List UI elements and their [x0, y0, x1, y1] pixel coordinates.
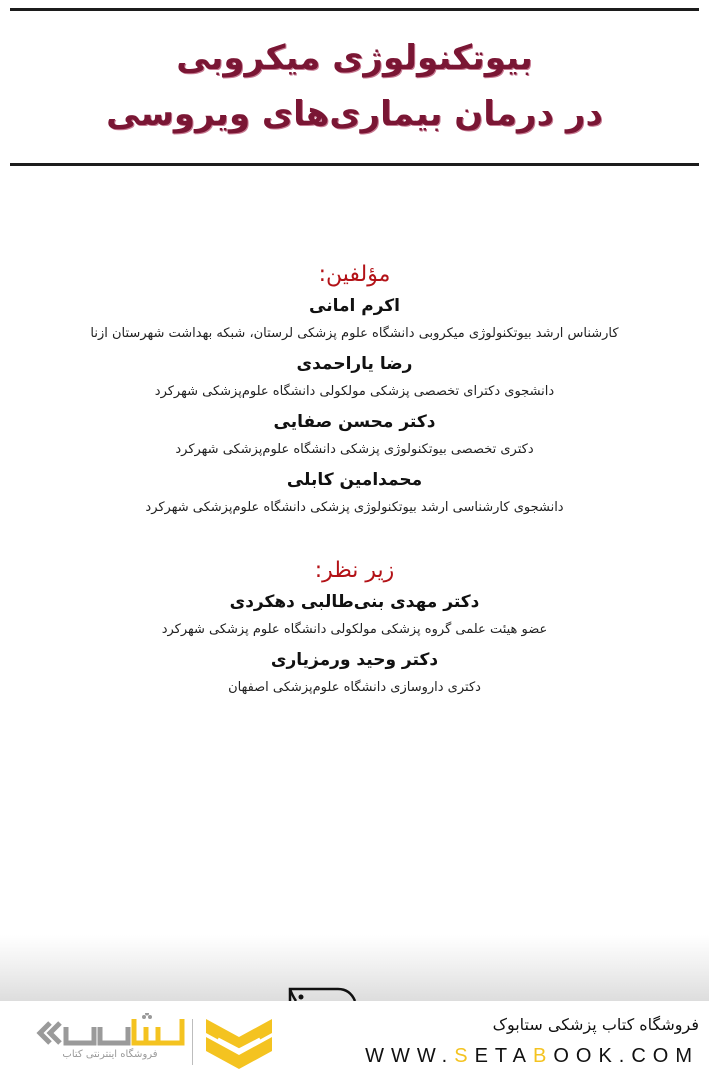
author-affiliation: دانشجوی دکترای تخصصی پزشکی مولکولی دانشگاه علوم‌پزشکی شهرکرد: [154, 384, 555, 399]
supervisor-affiliation: دکتری داروسازی دانشگاه علوم‌پزشکی اصفهان: [228, 680, 481, 695]
url-eta: ETA: [474, 1045, 533, 1067]
author-entry: [0, 466, 709, 524]
url-highlight-s: S: [454, 1045, 475, 1067]
supervisor-entry: [0, 646, 709, 704]
book-title-line-2: در درمان بیماری‌های ویروسی: [106, 94, 603, 134]
author-entry: [0, 408, 709, 466]
section-spacer: [0, 524, 709, 554]
bottom-rule: [10, 163, 699, 166]
store-name: فروشگاه کتاب پزشکی ستابوک: [492, 1015, 699, 1034]
supervisor-entry: [0, 588, 709, 646]
author-name: رضا یاراحمدی: [296, 354, 413, 374]
logo-wordmark-icon: [32, 1013, 192, 1049]
supervisors-heading: زیر نظر:: [314, 558, 395, 583]
credits: [0, 258, 709, 704]
top-rule: [10, 8, 699, 11]
logo-subtitle: فروشگاه اینترنتی کتاب: [62, 1049, 158, 1060]
book-title-line-1: بیوتکنولوژی میکروبی: [176, 38, 533, 78]
store-url[interactable]: [365, 1045, 699, 1068]
author-affiliation: دکتری تخصصی بیوتکنولوژی پزشکی دانشگاه علوم‌پزشکی شهرکرد: [175, 442, 534, 457]
authors-section: [0, 258, 709, 524]
url-prefix: WWW.: [365, 1045, 455, 1067]
book-title: [0, 30, 709, 142]
supervisor-name: دکتر وحید ورمزیاری: [270, 650, 439, 670]
setabook-logo[interactable]: [32, 1013, 277, 1075]
supervisor-name: دکتر مهدی بنی‌طالبی دهکردی: [229, 592, 480, 612]
author-entry: [0, 350, 709, 408]
supervisor-affiliation: عضو هیئت علمی گروه پزشکی مولکولی دانشگاه علوم پزشکی شهرکرد: [161, 622, 548, 637]
author-name: اکرم امانی: [309, 296, 400, 316]
double-chevron-icon: [40, 1023, 60, 1043]
url-suffix: OOK.COM: [553, 1045, 699, 1067]
author-name: محمدامین کابلی: [286, 470, 423, 490]
logo-divider: [192, 1019, 193, 1065]
chevron-logo-icon: [204, 1015, 274, 1071]
authors-heading: مؤلفین:: [318, 262, 391, 287]
url-highlight-b: B: [532, 1045, 554, 1067]
footer: [0, 1001, 709, 1080]
supervisors-section: [0, 554, 709, 704]
author-affiliation: دانشجوی کارشناسی ارشد بیوتکنولوژی پزشکی دانشگاه علوم‌پزشکی شهرکرد: [145, 500, 564, 515]
author-name: دکتر محسن صفایی: [273, 412, 436, 432]
author-entry: [0, 292, 709, 350]
author-affiliation: کارشناس ارشد بیوتکنولوژی میکروبی دانشگاه علوم پزشکی لرستان، شبکه بهداشت شهرستان ازنا: [90, 326, 619, 341]
